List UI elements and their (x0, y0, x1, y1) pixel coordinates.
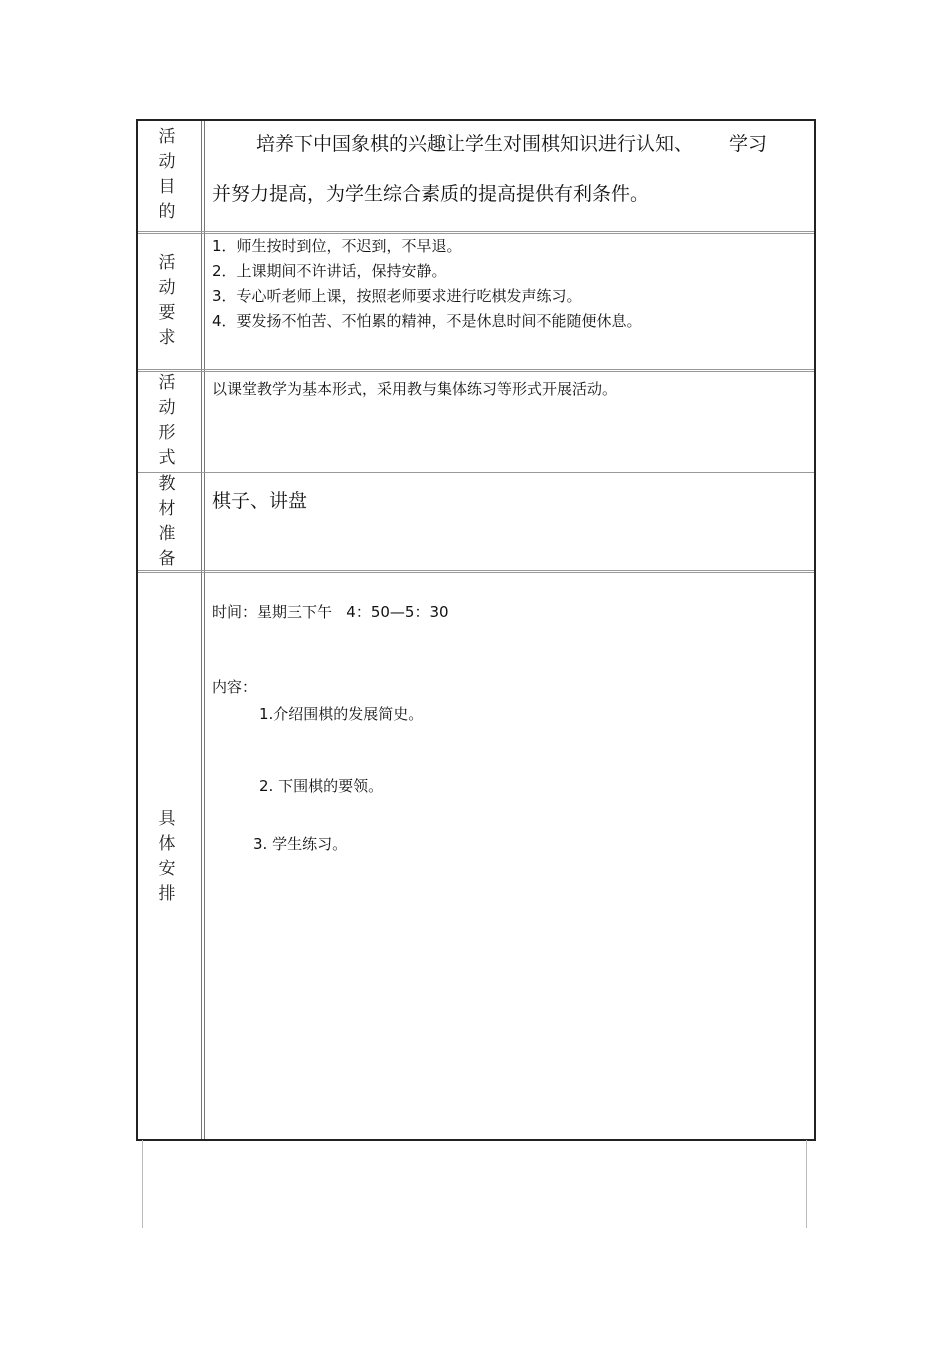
label-column-divider (201, 121, 202, 1139)
requirements-label: 活 动 要 求 (158, 253, 176, 348)
activity-plan-table (136, 119, 816, 1141)
materials-text: 棋子、讲盘 (212, 490, 308, 512)
row-divider (138, 570, 814, 573)
schedule-content-label: 内容： (212, 678, 258, 696)
row-divider (138, 472, 814, 473)
requirement-item: 1．师生按时到位，不迟到，不早退。 (212, 237, 462, 255)
form-text: 以课堂教学为基本形式，采用教与集体练习等形式开展活动。 (212, 380, 618, 398)
schedule-label: 具 体 安 排 (158, 809, 176, 904)
schedule-time: 时间：星期三下午 4：50—5：30 (212, 603, 449, 621)
purpose-label: 活 动 目 的 (158, 127, 176, 222)
materials-label: 教 材 准 备 (158, 474, 176, 569)
label-column-divider-inner (204, 121, 205, 1139)
requirement-item: 4．要发扬不怕苦、不怕累的精神，不是休息时间不能随便休息。 (212, 312, 642, 330)
schedule-item: 3. 学生练习。 (253, 835, 348, 853)
table-continuation-line (806, 1140, 807, 1228)
row-divider (138, 369, 814, 372)
schedule-item: 2. 下围棋的要领。 (259, 777, 384, 795)
requirements-list (212, 234, 806, 334)
requirement-item: 3．专心听老师上课，按照老师要求进行吃棋发声练习。 (212, 287, 582, 305)
table-continuation-line (142, 1140, 143, 1228)
form-label: 活 动 形 式 (158, 373, 176, 468)
requirement-item: 2．上课期间不许讲话，保持安静。 (212, 262, 447, 280)
purpose-text: 培养下中国象棋的兴趣让学生对围棋知识进行认知、 学习 并努力提高，为学生综合素质的提高提供有利条件。 (212, 133, 768, 205)
schedule-item: 1.介绍围棋的发展简史。 (259, 705, 424, 723)
